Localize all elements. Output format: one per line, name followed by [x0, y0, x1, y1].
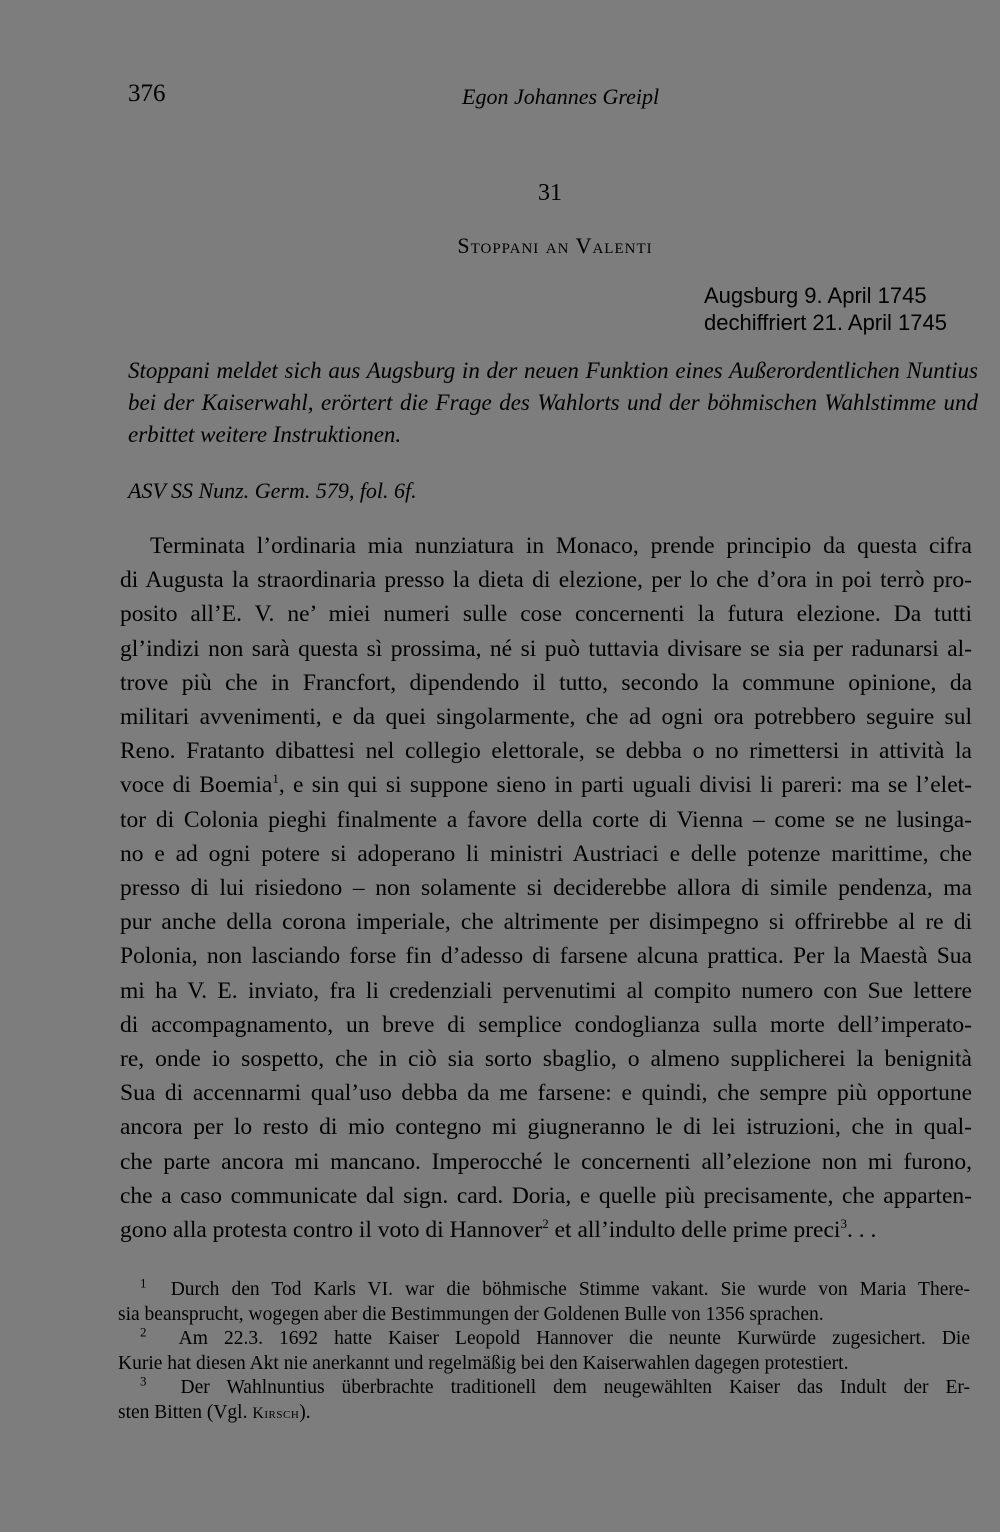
archival-source: ASV SS Nunz. Germ. 579, fol. 6f. [128, 478, 417, 503]
footnotes [118, 1275, 971, 1426]
body-line: ancora per lo resto di mio contegno mi giugneranno le di lei istruzioni, che in qual- [120, 1114, 972, 1141]
body-line: trove più che in Francfort, dipendendo il tutto, secondo la commune opinione, da [120, 669, 972, 696]
body-line: pur anche della corona imperiale, che altrimente per disimpegno si offrirebbe al re di [120, 909, 972, 936]
body-line: posito all’E. V. ne’ miei numeri sulle cose concernenti la futura elezione. Da tutti [120, 601, 972, 628]
footnote-line [118, 1401, 970, 1427]
body-line: gl’indizi non sarà questa sì prossima, né si può tuttavia divisare se sia per radunarsi al- [120, 635, 972, 662]
body-text-span: , e sin qui si suppone sieno in parti uguali divisi li pareri: ma se l’elet- [278, 772, 972, 799]
footnote-3 [118, 1373, 971, 1426]
body-line [120, 768, 972, 802]
footnote-1 [118, 1275, 971, 1327]
footnote-line: Kurie hat diesen Akt nie anerkannt und regelmäßig bei den Kaiserwahlen dagegen protestiert. [118, 1352, 849, 1374]
footnote-text: Der Wahlnuntius überbrachte traditionell dem neugewählten Kaiser das Indult der Er- [180, 1377, 971, 1398]
footnote-ref: 2 [542, 1216, 549, 1232]
footnote-marker: 1 [140, 1275, 147, 1291]
footnote-text: Am 22.3. 1692 hatte Kaiser Leopold Hannover die neunte Kurwürde zugesichert. Die [178, 1328, 970, 1349]
footnote-line [118, 1275, 971, 1303]
dateline-deciphered: dechiffriert 21. April 1745 [704, 310, 947, 335]
body-line: Sua di accennarmi qual’uso debba da me farsene: e quindi, che sempre più opportune [120, 1080, 972, 1107]
body-line [120, 1213, 972, 1247]
footnote-ref: 1 [272, 771, 279, 787]
body-text-span: . . . [846, 1217, 877, 1244]
body-line: che parte ancora mi mancano. Imperocché le concernenti all’elezione non mi furono, [120, 1148, 972, 1175]
body-line: mi ha V. E. inviato, fra li credenziali pervenutimi al compito numero con Sue lettere [120, 977, 972, 1004]
body-line: re, onde io sospetto, che in ciò sia sorto sbaglio, o almeno supplicherei la benignità [120, 1046, 972, 1073]
footnote-line [118, 1373, 971, 1401]
dateline [704, 282, 947, 336]
footnote-text: ). [299, 1401, 311, 1423]
body-line: presso di lui risiedono – non solamente si deciderebbe allora di simile pendenza, ma [120, 875, 972, 902]
body-text-span: et all’indulto delle prime preci [548, 1217, 841, 1244]
dateline-place-date: Augsburg 9. April 1745 [704, 283, 927, 308]
running-head: Egon Johannes Greipl [462, 84, 660, 109]
footnote-ref: 3 [840, 1216, 847, 1232]
footnote-marker: 3 [140, 1373, 147, 1389]
document-number: 31 [538, 180, 562, 206]
body-text-span: gono alla protesta contro il voto di Hannover [120, 1217, 543, 1244]
document-title [0, 233, 1000, 259]
footnote-line [118, 1324, 970, 1352]
body-line: Polonia, non lasciando forse fin d’adesso di farsene alcuna prattica. Per la Maestà Sua [120, 943, 972, 970]
body-text-span: voce di Boemia [120, 772, 273, 799]
footnote-2 [118, 1324, 970, 1376]
body-line: Terminata l’ordinaria mia nunziatura in Monaco, prende principio da questa cifra [150, 533, 972, 559]
body-line: di Augusta la straordinaria presso la dieta di elezione, per lo che d’ora in poi terrò pro- [120, 567, 972, 594]
body-line: no e ad ogni potere si adoperano li ministri Austriaci e delle potenze marittime, che [120, 840, 972, 867]
body-line: militari avvenimenti, e da quei singolarmente, che ad ogni ora potrebbero seguire sul [120, 704, 972, 731]
footnote-line: sia beansprucht, wogegen aber die Bestimmungen der Goldenen Bulle von 1356 sprachen. [118, 1303, 824, 1325]
body-line: tor di Colonia pieghi finalmente a favore della corte di Vienna – come se ne lusinga- [120, 806, 972, 833]
page-number: 376 [128, 80, 166, 107]
body-line: di accompagnamento, un breve di semplice condoglianza sulla morte dell’imperato- [120, 1011, 972, 1038]
body-line: Reno. Fratanto dibattesi nel collegio elettorale, se debba o no rimettersi in attività la [120, 738, 972, 765]
document-abstract: Stoppani meldet sich aus Augsburg in der neuen Funktion eines Außerordentlichen Nuntius bei der Kaiserwahl, erörtert die Frage des Wahlorts und der böhmischen Wahlstimme und erbittet weitere Instruktionen. [128, 358, 978, 447]
document-title-text: Stoppani an Valenti [457, 233, 653, 258]
reference-name: Kirsch [252, 1404, 300, 1422]
body-line: che a caso communicate dal sign. card. Doria, e quelle più precisamente, che apparten- [120, 1182, 972, 1209]
footnote-text: Durch den Tod Karls VI. war die böhmische Stimme vakant. Sie wurde von Maria There- [170, 1279, 971, 1300]
footnote-marker: 2 [140, 1324, 147, 1340]
footnote-text: sten Bitten (Vgl. [118, 1401, 253, 1423]
letter-body [120, 529, 972, 1247]
